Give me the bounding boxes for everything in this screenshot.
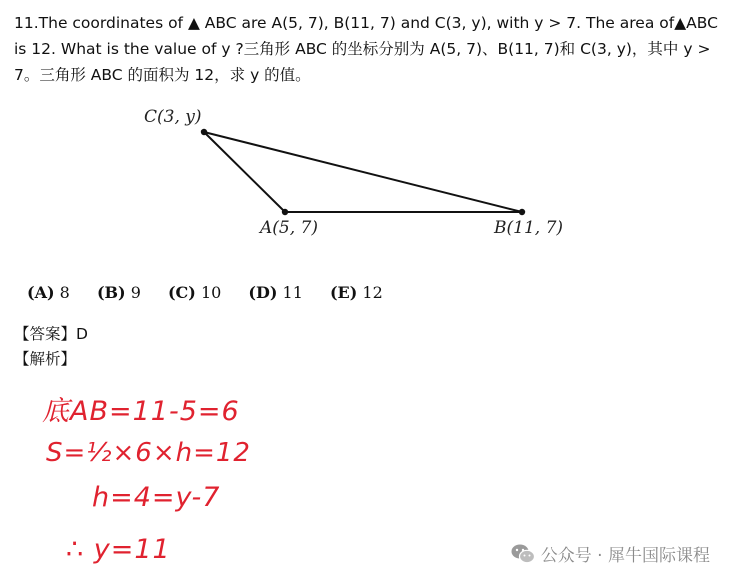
triangle-figure [130, 100, 570, 250]
handwritten-line-4: ∴ y=11 [66, 534, 171, 565]
handwritten-line-2: S=½×6×h=12 [46, 438, 251, 468]
choice-b[interactable] [97, 283, 141, 302]
wechat-icon [511, 543, 535, 565]
question-text: 11.The coordinates of ▲ ABC are A(5, 7), B(11, 7) and C(3, y), with y > 7. The area of▲ABC is 12. What is the value of y ?三角形 ABC 的坐标分别为 A(5, 7)、B(11, 7)和 C(3, y)，其中 y > 7。三角形 ABC 的面积为 12，求 y 的值。 [14, 14, 718, 84]
choice-letter: (C) [167, 283, 196, 302]
choice-value: 9 [130, 283, 141, 302]
answer-line [14, 322, 88, 344]
choice-value: 12 [362, 283, 383, 302]
analysis-label: 【解析】 [14, 350, 77, 368]
point-c [201, 129, 207, 135]
choice-letter: (B) [96, 283, 126, 302]
watermark [511, 541, 710, 566]
choice-letter: (A) [27, 283, 55, 302]
answer-choices [27, 283, 405, 302]
choice-e[interactable] [330, 283, 383, 302]
label-b: B(11, 7) [494, 218, 564, 238]
handwritten-line-1: 底AB=11-5=6 [42, 396, 240, 427]
label-c: C(3, y) [144, 107, 202, 127]
choice-value: 8 [59, 283, 70, 302]
watermark-text: 公众号 · 犀牛国际课程 [540, 546, 710, 566]
analysis-line [14, 347, 76, 369]
choice-value: 10 [200, 283, 222, 302]
choice-c[interactable] [168, 283, 221, 302]
choice-letter: (D) [248, 283, 278, 302]
choice-a[interactable] [27, 283, 70, 302]
choice-d[interactable] [248, 283, 302, 302]
choice-letter: (E) [329, 283, 358, 302]
answer-value: D [76, 325, 88, 343]
handwritten-line-3: h=4=y-7 [92, 482, 221, 513]
point-a [282, 209, 288, 215]
point-b [519, 209, 525, 215]
triangle-diagram [130, 100, 570, 250]
triangle-abc [204, 132, 522, 212]
answer-label: 【答案】 [14, 325, 77, 343]
choice-value: 11 [282, 283, 303, 302]
label-a: A(5, 7) [260, 218, 318, 238]
